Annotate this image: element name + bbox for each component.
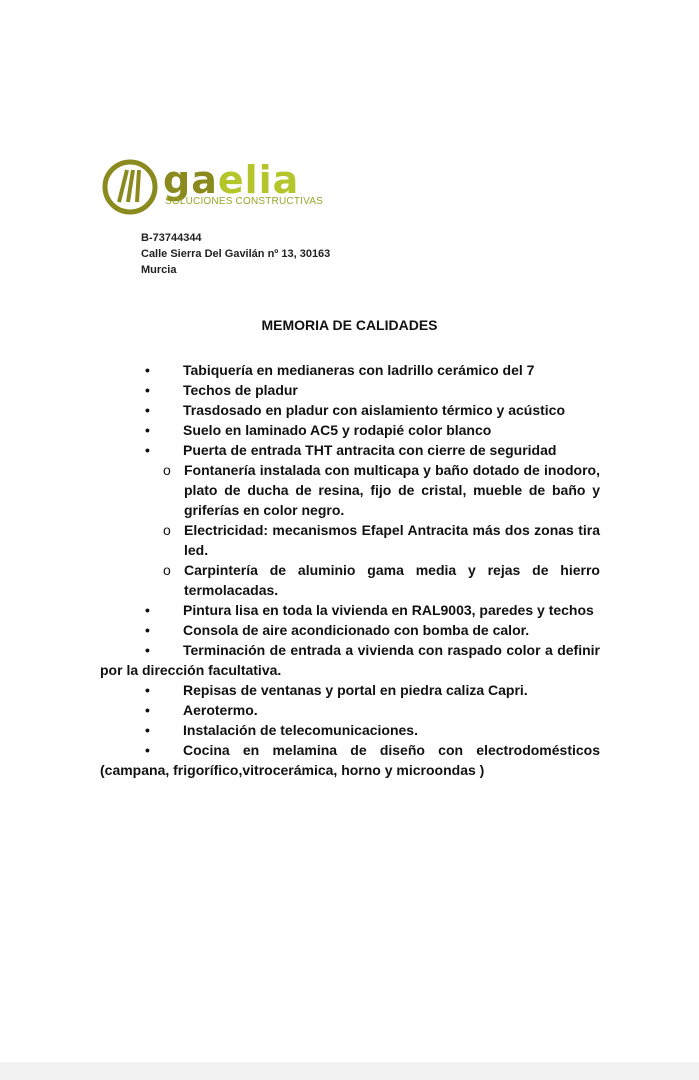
company-logo <box>101 158 331 216</box>
list-item: • Trasdosado en pladur con aislamiento térmico y acústico <box>145 402 565 418</box>
bullet-icon: • <box>145 402 150 418</box>
qualities-list <box>100 360 600 780</box>
list-item: • Consola de aire acondicionado con bomba de calor. <box>145 622 530 638</box>
list-item: • Pintura lisa en toda la vivienda en RAL9003, paredes y techos <box>145 602 594 618</box>
list-item: • Tabiquería en medianeras con ladrillo cerámico del 7 <box>145 362 535 378</box>
list-item: • Aerotermo. <box>145 702 258 718</box>
circle-bullet-icon: o <box>163 522 171 538</box>
list-item: • Cocina en melamina de diseño con electrodomésticos (campana, frigorífico,vitrocerámica, horno y microondas ) <box>100 742 600 778</box>
bullet-icon: • <box>145 602 150 618</box>
bullet-icon: • <box>145 722 150 738</box>
company-address-block <box>141 230 330 278</box>
circle-bullet-icon: o <box>163 462 171 478</box>
document-title: MEMORIA DE CALIDADES <box>261 317 438 333</box>
bullet-icon: • <box>145 362 150 378</box>
list-item: • Repisas de ventanas y portal en piedra caliza Capri. <box>145 682 528 698</box>
company-city: Murcia <box>141 264 177 276</box>
bullet-icon: • <box>145 742 150 758</box>
bullet-icon: • <box>145 422 150 438</box>
gaelia-logo-icon <box>101 158 159 216</box>
list-item: • Techos de pladur <box>145 382 298 398</box>
bullet-icon: • <box>145 382 150 398</box>
bullet-icon: • <box>145 682 150 698</box>
logo-tagline: SOLUCIONES CONSTRUCTIVAS <box>165 196 323 207</box>
sub-list-item: o Electricidad: mecanismos Efapel Antracita más dos zonas tira led. <box>163 522 600 558</box>
list-item: • Suelo en laminado AC5 y rodapié color blanco <box>145 422 492 438</box>
company-cif: B-73744344 <box>141 232 202 244</box>
sub-list-item: o Carpintería de aluminio gama media y rejas de hierro termolacadas. <box>163 562 600 598</box>
bullet-icon: • <box>145 442 150 458</box>
company-street: Calle Sierra Del Gavilán nº 13, 30163 <box>141 248 331 260</box>
viewer-bottom-bar <box>0 1062 699 1080</box>
logo-wordmark: gaelia <box>163 158 300 202</box>
circle-bullet-icon: o <box>163 562 171 578</box>
bullet-icon: • <box>145 642 150 658</box>
list-item: • Terminación de entrada a vivienda con raspado color a definir por la dirección facultativa. <box>100 642 600 678</box>
list-item: • Puerta de entrada THT antracita con cierre de seguridad <box>145 442 557 458</box>
list-item: • Instalación de telecomunicaciones. <box>145 722 418 738</box>
bullet-icon: • <box>145 702 150 718</box>
bullet-icon: • <box>145 622 150 638</box>
sub-list-item: o Fontanería instalada con multicapa y baño dotado de inodoro, plato de ducha de resina, fijo de cristal, mueble de baño y griferías en color negro. <box>163 462 600 518</box>
